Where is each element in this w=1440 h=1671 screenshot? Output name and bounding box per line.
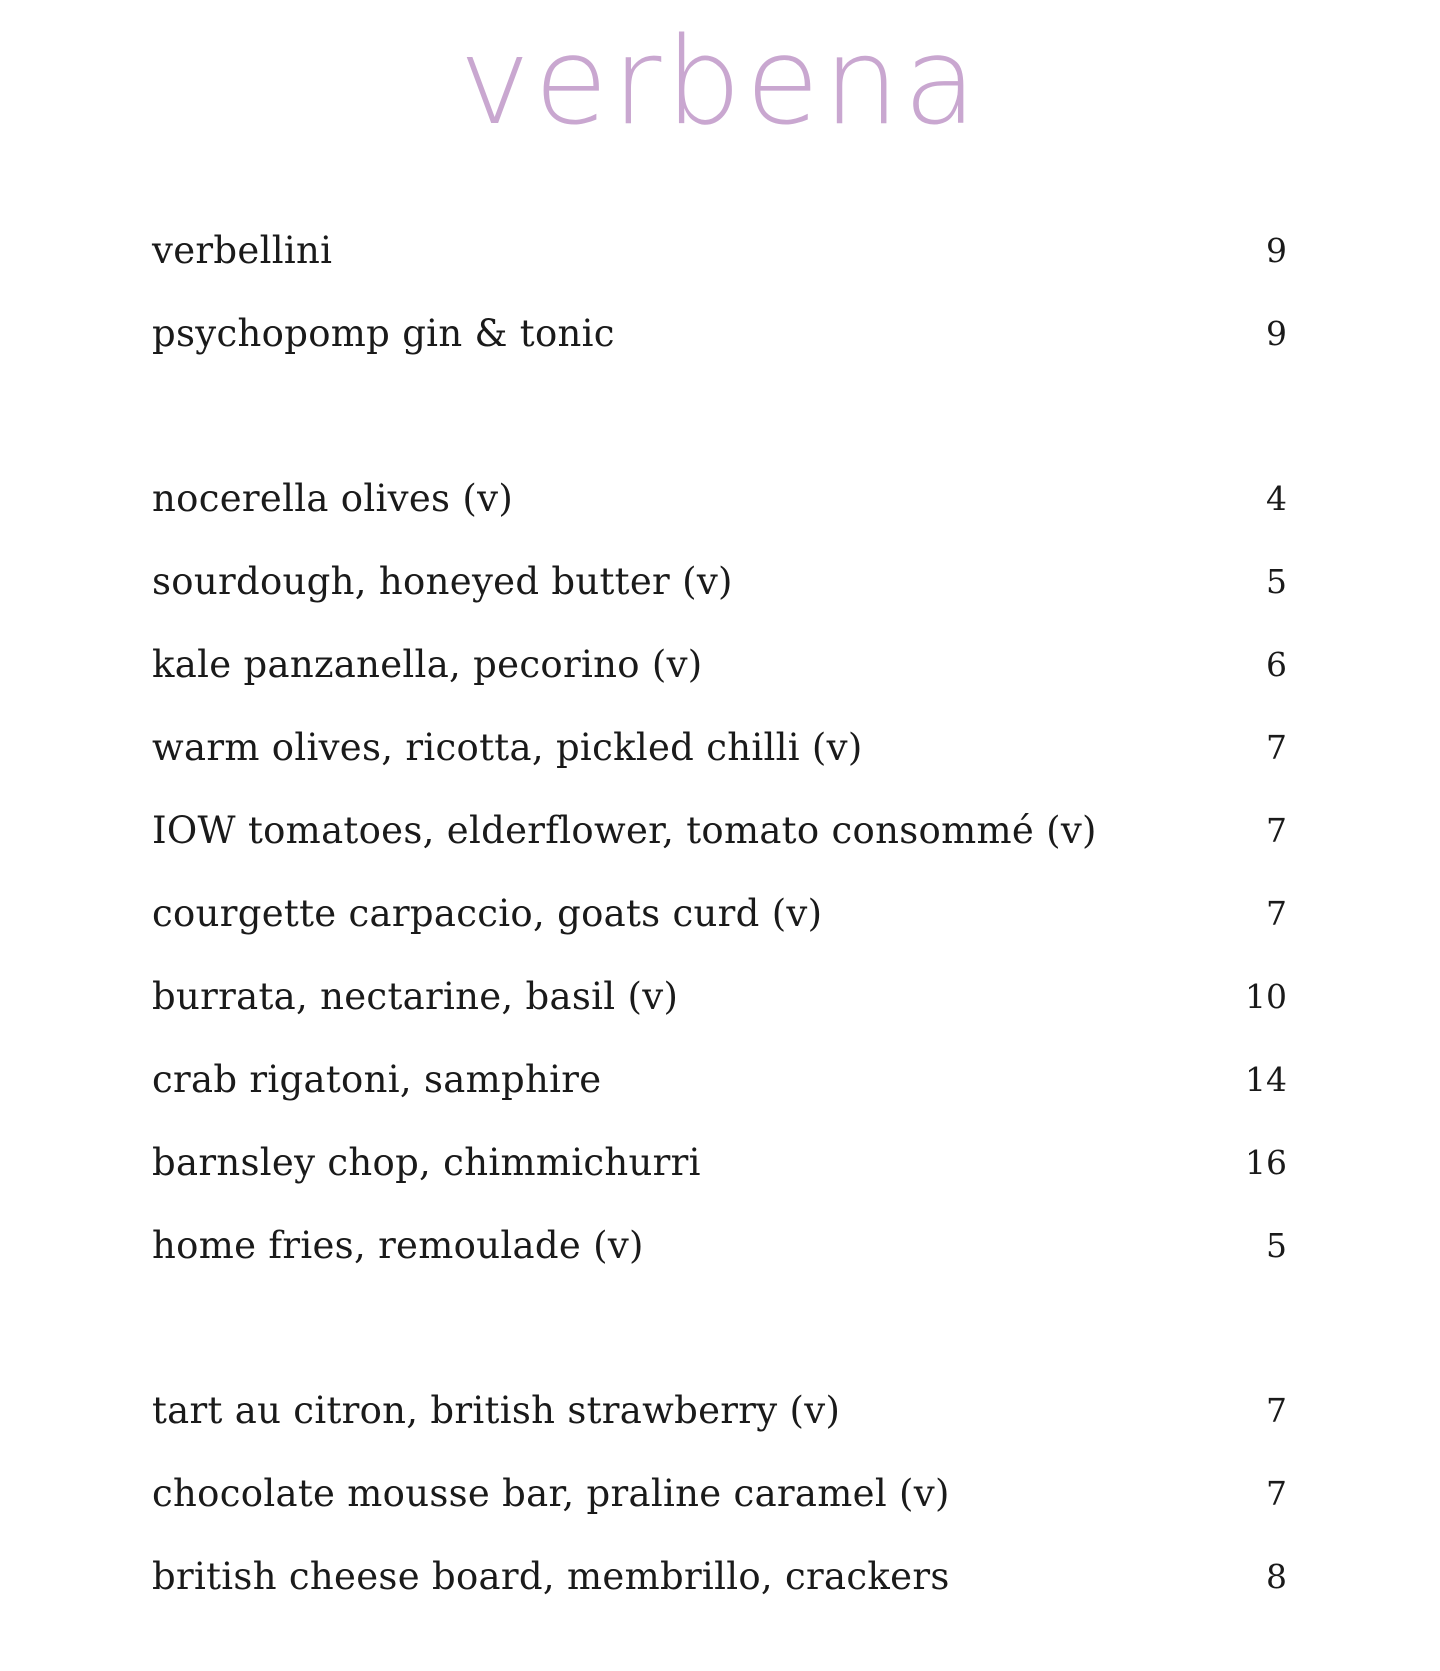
menu-item-price: 4 — [1266, 478, 1287, 518]
menu-item — [152, 303, 1287, 363]
menu-item-price: 9 — [1266, 230, 1287, 270]
menu-title: verbena — [459, 13, 981, 152]
menu-item-name: nocerella olives (v) — [152, 476, 514, 520]
menu-item-name: verbellini — [152, 228, 333, 272]
menu-item-name: barnsley chop, chimmichurri — [152, 1140, 701, 1184]
menu-item-price: 7 — [1266, 810, 1287, 850]
menu-item-price: 10 — [1245, 976, 1287, 1016]
menu-item-price: 7 — [1266, 1473, 1287, 1513]
menu-item-price: 14 — [1245, 1059, 1287, 1099]
menu-item-price: 7 — [1266, 727, 1287, 767]
menu-item-price: 5 — [1266, 1225, 1287, 1265]
menu-item — [152, 634, 1287, 694]
menu-item — [152, 220, 1287, 280]
menu-item — [152, 883, 1287, 943]
menu-item — [152, 1215, 1287, 1275]
menu-item-name: kale panzanella, pecorino (v) — [152, 642, 703, 686]
menu-item-price: 16 — [1245, 1142, 1287, 1182]
menu-item-price: 5 — [1266, 561, 1287, 601]
menu-item-name: home fries, remoulade (v) — [152, 1223, 644, 1267]
menu-item-name: courgette carpaccio, goats curd (v) — [152, 891, 823, 935]
menu-item-name: tart au citron, british strawberry (v) — [152, 1388, 841, 1432]
menu-item — [152, 1049, 1287, 1109]
menu-item-price: 7 — [1266, 893, 1287, 933]
menu-item-name: warm olives, ricotta, pickled chilli (v) — [152, 725, 863, 769]
menu-item-name: sourdough, honeyed butter (v) — [152, 559, 733, 603]
menu-item-name: crab rigatoni, samphire — [152, 1057, 602, 1101]
menu-item — [152, 717, 1287, 777]
menu-item — [152, 1463, 1287, 1523]
menu-item — [152, 551, 1287, 611]
menu-item-name: IOW tomatoes, elderflower, tomato consommé (v) — [152, 808, 1097, 852]
menu-item — [152, 468, 1287, 528]
menu-item — [152, 800, 1287, 860]
menu-item-name: psychopomp gin & tonic — [152, 311, 615, 355]
menu-item-name: burrata, nectarine, basil (v) — [152, 974, 679, 1018]
menu-item-price: 7 — [1266, 1390, 1287, 1430]
menu-item-price: 6 — [1266, 644, 1287, 684]
menu-item — [152, 1380, 1287, 1440]
menu-item-price: 8 — [1266, 1556, 1287, 1596]
menu-item-price: 9 — [1266, 313, 1287, 353]
menu-item-name: chocolate mousse bar, praline caramel (v) — [152, 1471, 950, 1515]
menu-item — [152, 1546, 1287, 1606]
menu-item — [152, 1132, 1287, 1192]
menu-item — [152, 966, 1287, 1026]
menu-item-name: british cheese board, membrillo, crackers — [152, 1554, 950, 1598]
